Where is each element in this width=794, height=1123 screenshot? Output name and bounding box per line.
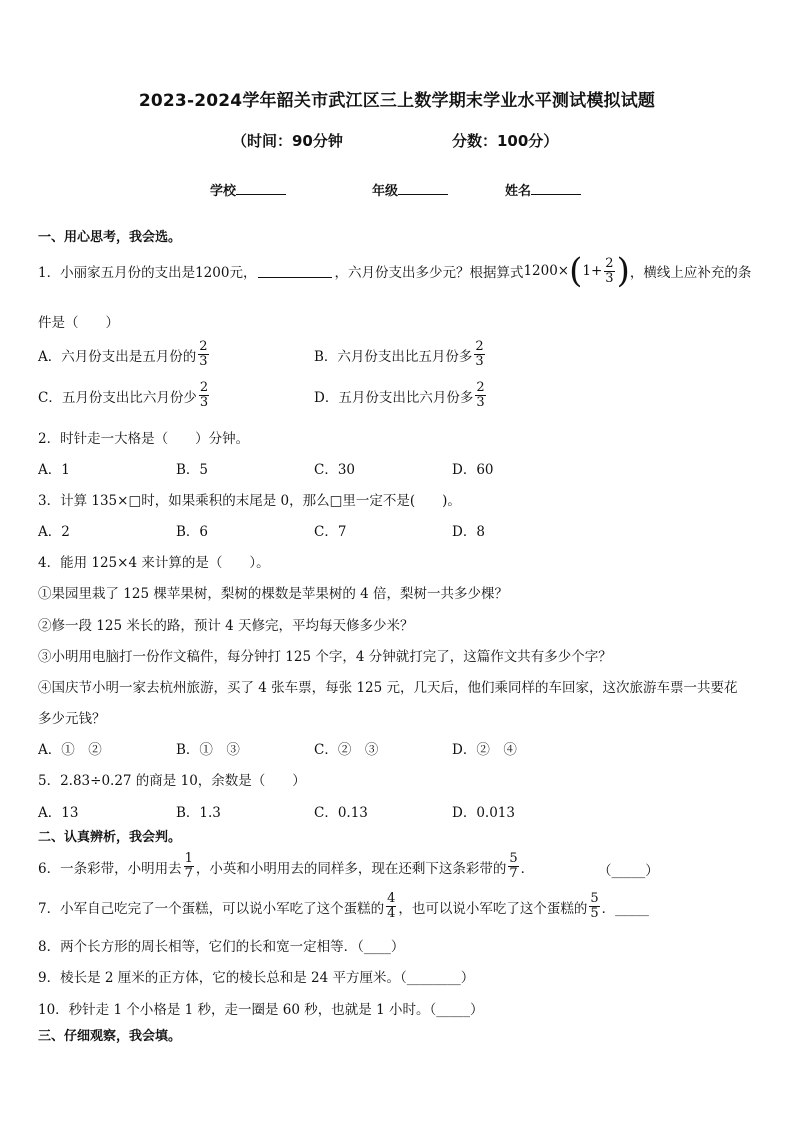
q1-option-d-label: D．五月份支出比六月份多: [314, 389, 474, 406]
q1-option-b[interactable]: [314, 340, 487, 369]
q4-option-c[interactable]: C．② ③: [314, 742, 379, 758]
q4-item-4-cont: 多少元钱？: [38, 711, 106, 727]
school-field: [210, 180, 286, 199]
question-7: [38, 892, 649, 921]
q4-item-4: ④国庆节小明一家去杭州旅游，买了 4 张车票，每张 125 元，几天后，他们乘同样的车回家，这次旅游车票一共要花: [38, 680, 738, 696]
q6-text-pre: 6．一条彩带，小明用去: [38, 860, 182, 877]
name-label: 姓名: [505, 184, 532, 199]
q4-option-d[interactable]: D．② ④: [452, 742, 517, 758]
question-3: 3．计算 135×□时，如果乘积的末尾是 0，那么□里一定不是( )。: [38, 493, 461, 509]
q6-text-post: ．: [520, 860, 535, 877]
name-blank[interactable]: [531, 182, 581, 195]
q6-text-mid: ，小英和小明用去的同样多，现在还剩下这条彩带的: [195, 860, 507, 877]
q1-text-pre: 1．小丽家五月份的支出是1200元，: [38, 265, 257, 281]
q5-option-a[interactable]: A．13: [38, 805, 79, 821]
q1-expr-one: 1+: [582, 263, 603, 279]
q2-option-d[interactable]: D．60: [452, 462, 494, 478]
q7-text-post: ．_____: [601, 900, 649, 917]
q1-option-a-fraction: $\frac{2}{3}$: [199, 339, 208, 369]
q5-option-d[interactable]: D．0.013: [452, 805, 515, 821]
q7-text-pre: 7．小军自己吃完了一个蛋糕，可以说小军吃了这个蛋糕的: [38, 900, 385, 917]
question-1: [38, 251, 752, 291]
score-label: 分数：100分）: [452, 132, 559, 150]
q5-option-c[interactable]: C．0.13: [314, 805, 368, 821]
q1-option-b-fraction: $\frac{2}{3}$: [475, 339, 484, 369]
q4-item-1: ①果园里栽了 125 棵苹果树，梨树的棵数是苹果树的 4 倍，梨树一共多少棵？: [38, 586, 509, 602]
q2-option-b[interactable]: B．5: [176, 462, 209, 478]
q7-text-mid: ，也可以说小军吃了这个蛋糕的: [398, 900, 588, 917]
q4-option-b[interactable]: B．① ③: [176, 742, 240, 758]
question-10: 10．秒针走 1 个小格是 1 秒，走一圈是 60 秒，也就是 1 小时。（_____）: [38, 1002, 484, 1018]
q7-fraction-2: $\frac{5}{5}$: [590, 891, 599, 921]
grade-field: [372, 180, 448, 199]
school-label: 学校: [210, 184, 237, 199]
time-label: （时间：90分钟: [232, 132, 343, 150]
question-6: [38, 852, 534, 881]
grade-blank[interactable]: [398, 182, 448, 195]
q3-option-a[interactable]: A．2: [38, 524, 70, 540]
left-paren-icon: (: [569, 251, 583, 291]
q4-option-a[interactable]: A．① ②: [38, 742, 102, 758]
q2-option-c[interactable]: C．30: [314, 462, 356, 478]
q1-text-mid: ，六月份支出多少元？根据算式: [334, 265, 524, 281]
q1-option-a-label: A．六月份支出是五月份的: [38, 348, 197, 365]
school-blank[interactable]: [236, 182, 286, 195]
name-field: [505, 180, 581, 199]
q1-option-c[interactable]: [38, 381, 211, 410]
q6-fraction-1: $\frac{1}{7}$: [184, 851, 193, 881]
q2-option-a[interactable]: A．1: [38, 462, 70, 478]
question-4: 4．能用 125×4 来计算的是（ ）。: [38, 555, 270, 571]
q3-option-c[interactable]: C．7: [314, 524, 347, 540]
grade-label: 年级: [372, 184, 399, 199]
q6-fraction-2: $\frac{5}{7}$: [509, 851, 518, 881]
question-5: 5．2.83÷0.27 的商是 10，余数是（ ）: [38, 773, 306, 789]
q3-option-d[interactable]: D．8: [452, 524, 485, 540]
section-2-heading: 二、认真辨析，我会判。: [38, 830, 182, 845]
q4-item-3: ③小明用电脑打一份作文稿件，每分钟打 125 个字，4 分钟就打完了，这篇作文共有多少个字？: [38, 649, 612, 665]
q3-option-b[interactable]: B．6: [176, 524, 209, 540]
q1-expr-fraction: $\frac{2}{3}$: [605, 255, 614, 286]
q1-line2: 件是（ ）: [38, 315, 119, 331]
section-1-heading: 一、用心思考，我会选。: [38, 230, 182, 245]
q4-item-2: ②修一段 125 米长的路，预计 4 天修完，平均每天修多少米？: [38, 618, 414, 634]
q1-option-d-fraction: $\frac{2}{3}$: [476, 380, 485, 410]
right-paren-icon: ): [616, 251, 630, 291]
q7-fraction-1: $\frac{4}{4}$: [387, 891, 396, 921]
question-9: 9．棱长是 2 厘米的正方体，它的棱长总和是 24 平方厘米。（________）: [38, 970, 475, 986]
question-2: 2．时针走一大格是（ ）分钟。: [38, 431, 250, 447]
q1-text-post: ，横线上应补充的条: [629, 265, 752, 281]
q1-option-c-label: C．五月份支出比六月份少: [38, 389, 197, 406]
section-3-heading: 三、仔细观察，我会填。: [38, 1029, 182, 1044]
q5-option-b[interactable]: B．1.3: [176, 805, 221, 821]
q1-blank[interactable]: [258, 265, 332, 278]
page-title: 2023-2024学年韶关市武江区三上数学期末学业水平测试模拟试题: [138, 91, 656, 111]
q1-expr-number: 1200×: [523, 263, 570, 279]
q1-option-a[interactable]: [38, 340, 211, 369]
q6-answer-blank[interactable]: （_____）: [598, 863, 659, 879]
question-8: 8．两个长方形的周长相等，它们的长和宽一定相等．（____）: [38, 939, 405, 955]
q1-option-b-label: B．六月份支出比五月份多: [314, 348, 473, 365]
q1-option-c-fraction: $\frac{2}{3}$: [199, 380, 209, 410]
q1-option-d[interactable]: [314, 381, 488, 410]
